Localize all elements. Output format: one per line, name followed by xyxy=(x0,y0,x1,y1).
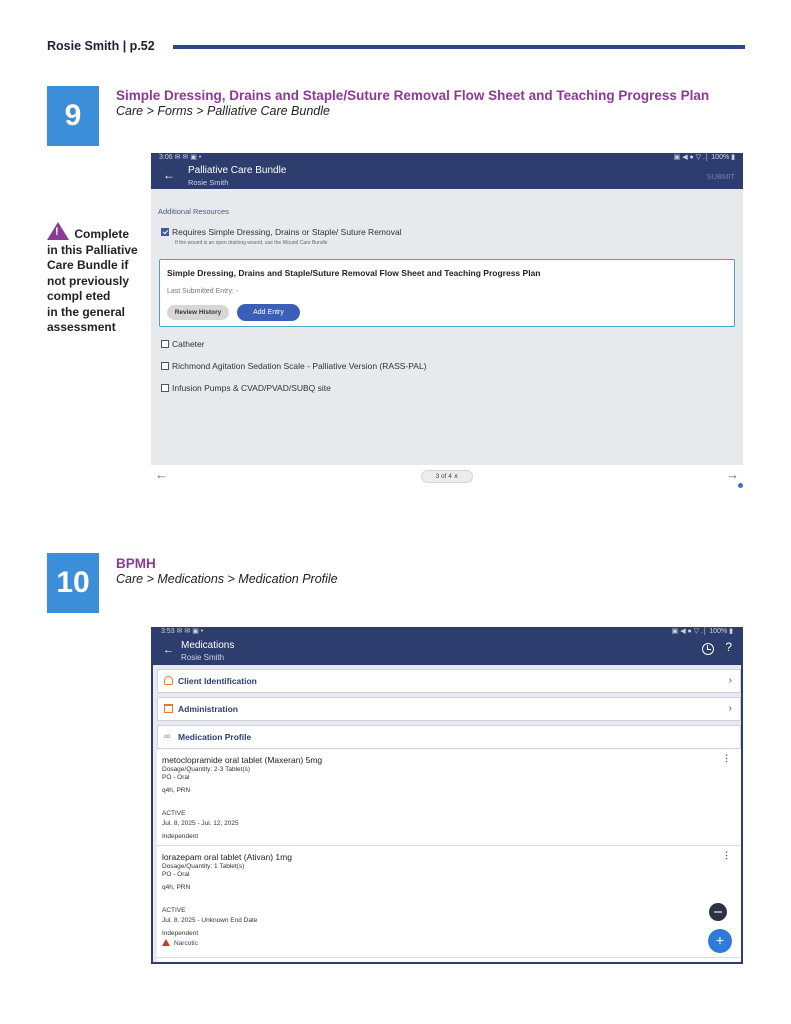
medication-administration: Independent xyxy=(162,930,199,937)
administration-row[interactable] xyxy=(157,697,741,721)
person-icon xyxy=(164,676,173,685)
indicator-dot-icon xyxy=(738,483,743,488)
step-10-number: 10 xyxy=(47,553,99,613)
previous-arrow-icon[interactable]: ← xyxy=(155,467,168,482)
submit-button[interactable]: SUBMIT xyxy=(706,172,735,181)
medication-name: lorazepam oral tablet (Ativan) 1mg xyxy=(162,852,292,862)
requires-label: Requires Simple Dressing, Drains or Staple/ Suture Removal xyxy=(172,227,402,237)
checkbox-icon[interactable] xyxy=(161,362,169,370)
medication-list xyxy=(157,749,741,962)
option-rass-pal[interactable] xyxy=(161,361,427,371)
form-body xyxy=(151,189,743,465)
status-right: ▣ ◀ ● ▽ .│ 100% ▮ xyxy=(673,154,735,161)
app-bar-title: Medications xyxy=(181,640,235,651)
medication-route: PO - Oral xyxy=(162,871,190,878)
medication-frequency: q4h, PRN xyxy=(162,787,191,794)
option-label: Richmond Agitation Sedation Scale - Palliative Version (RASS-PAL) xyxy=(172,361,427,371)
page-header-text: Rosie Smith | p.52 xyxy=(47,39,155,53)
requires-checkbox-row[interactable] xyxy=(161,227,402,237)
calendar-icon xyxy=(164,704,173,713)
option-catheter[interactable] xyxy=(161,339,205,349)
warning-icon xyxy=(162,939,170,946)
medication-status: ACTIVE xyxy=(162,907,186,914)
side-note xyxy=(47,222,145,336)
side-note-line: not previously xyxy=(47,273,130,288)
filter-fab-icon[interactable] xyxy=(709,903,727,921)
chevron-right-icon: › xyxy=(728,703,732,714)
medication-dosage: Dosage/Quantity: 2-3 Tablet(s) xyxy=(162,766,251,773)
medication-dates: Jul. 8, 2025 - Unknown End Date xyxy=(162,917,258,924)
step-10-path: Care > Medications > Medication Profile xyxy=(116,572,338,586)
medications-body xyxy=(153,665,741,962)
row-label: Client Identification xyxy=(178,676,257,686)
side-note-line: assessment xyxy=(47,320,116,334)
option-infusion-pumps[interactable] xyxy=(161,383,331,393)
page-indicator[interactable]: 3 of 4 ∧ xyxy=(421,470,473,483)
medications-screenshot xyxy=(151,627,743,964)
row-label: Medication Profile xyxy=(178,732,252,742)
side-note-line: Care Bundle if xyxy=(47,258,129,272)
add-medication-button[interactable]: + xyxy=(708,929,732,953)
last-submitted-entry: Last Submitted Entry: - xyxy=(167,288,239,295)
medication-route: PO - Oral xyxy=(162,774,190,781)
chevron-right-icon: › xyxy=(728,675,732,686)
app-bar xyxy=(151,163,743,189)
help-icon[interactable]: ? xyxy=(725,640,732,654)
step-10-title: BPMH xyxy=(116,556,156,571)
medication-name: metoclopramide oral tablet (Maxeran) 5mg xyxy=(162,755,323,765)
back-arrow-icon[interactable]: ← xyxy=(163,644,174,656)
more-options-icon[interactable]: ⋮ xyxy=(722,753,731,763)
medication-dosage: Dosage/Quantity: 1 Tablet(s) xyxy=(162,863,245,870)
narcotic-label: Narcotic xyxy=(174,940,198,947)
app-bar-title: Palliative Care Bundle xyxy=(188,165,287,176)
narcotic-flag xyxy=(162,939,198,947)
app-bar xyxy=(153,637,741,665)
step-9-path: Care > Forms > Palliative Care Bundle xyxy=(116,104,330,118)
step-9-number: 9 xyxy=(47,86,99,146)
back-arrow-icon[interactable]: ← xyxy=(163,168,175,182)
medication-profile-row[interactable] xyxy=(157,725,741,749)
requires-note: If the wound is an open draining wound, use the Wound Care Bundle xyxy=(175,240,328,246)
pager-footer xyxy=(151,465,743,489)
flow-sheet-card xyxy=(159,259,735,327)
status-left: 3:53 ✉ ✉ ▣ • xyxy=(161,628,204,635)
status-bar xyxy=(151,153,743,163)
app-bar-subtitle: Rosie Smith xyxy=(188,178,229,187)
option-label: Catheter xyxy=(172,339,205,349)
checkbox-icon[interactable] xyxy=(161,340,169,348)
row-label: Administration xyxy=(178,704,238,714)
status-bar xyxy=(153,627,741,637)
medication-administration: Independent xyxy=(162,833,199,840)
more-options-icon[interactable]: ⋮ xyxy=(722,850,731,860)
checkbox-checked-icon[interactable] xyxy=(161,228,169,236)
side-note-line: compl eted xyxy=(47,289,111,303)
checkbox-icon[interactable] xyxy=(161,384,169,392)
warning-icon: ! xyxy=(47,222,69,240)
paperclip-icon: ∞ xyxy=(164,731,171,741)
page-header xyxy=(47,39,745,55)
status-right: ▣ ◀ ● ▽ .│ 100% ▮ xyxy=(671,628,733,635)
status-left: 3:06 ✉ ✉ ▣ • xyxy=(159,154,202,161)
palliative-care-screenshot xyxy=(151,153,743,489)
next-arrow-icon[interactable]: → xyxy=(726,467,739,482)
client-identification-row[interactable] xyxy=(157,669,741,693)
review-history-button[interactable]: Review History xyxy=(167,305,229,320)
step-9-title: Simple Dressing, Drains and Staple/Suture Removal Flow Sheet and Teaching Progress Plan xyxy=(116,88,710,103)
medication-dates: Jul. 8, 2025 - Jul. 12, 2025 xyxy=(162,820,239,827)
side-note-line: in the general xyxy=(47,304,126,319)
medication-frequency: q4h, PRN xyxy=(162,884,191,891)
section-label: Additional Resources xyxy=(158,207,229,216)
card-title: Simple Dressing, Drains and Staple/Suture Removal Flow Sheet and Teaching Progress Plan xyxy=(167,268,541,278)
header-rule xyxy=(173,45,745,49)
option-label: Infusion Pumps & CVAD/PVAD/SUBQ site xyxy=(172,383,331,393)
side-note-line: in this Palliative xyxy=(47,242,138,257)
medication-item[interactable] xyxy=(157,749,741,846)
medication-status: ACTIVE xyxy=(162,810,186,817)
history-clock-icon[interactable] xyxy=(702,643,714,655)
add-entry-button[interactable]: Add Entry xyxy=(237,304,300,321)
medication-item[interactable] xyxy=(157,846,741,958)
app-bar-subtitle: Rosie Smith xyxy=(181,653,225,662)
side-note-line: Complete xyxy=(74,227,130,241)
